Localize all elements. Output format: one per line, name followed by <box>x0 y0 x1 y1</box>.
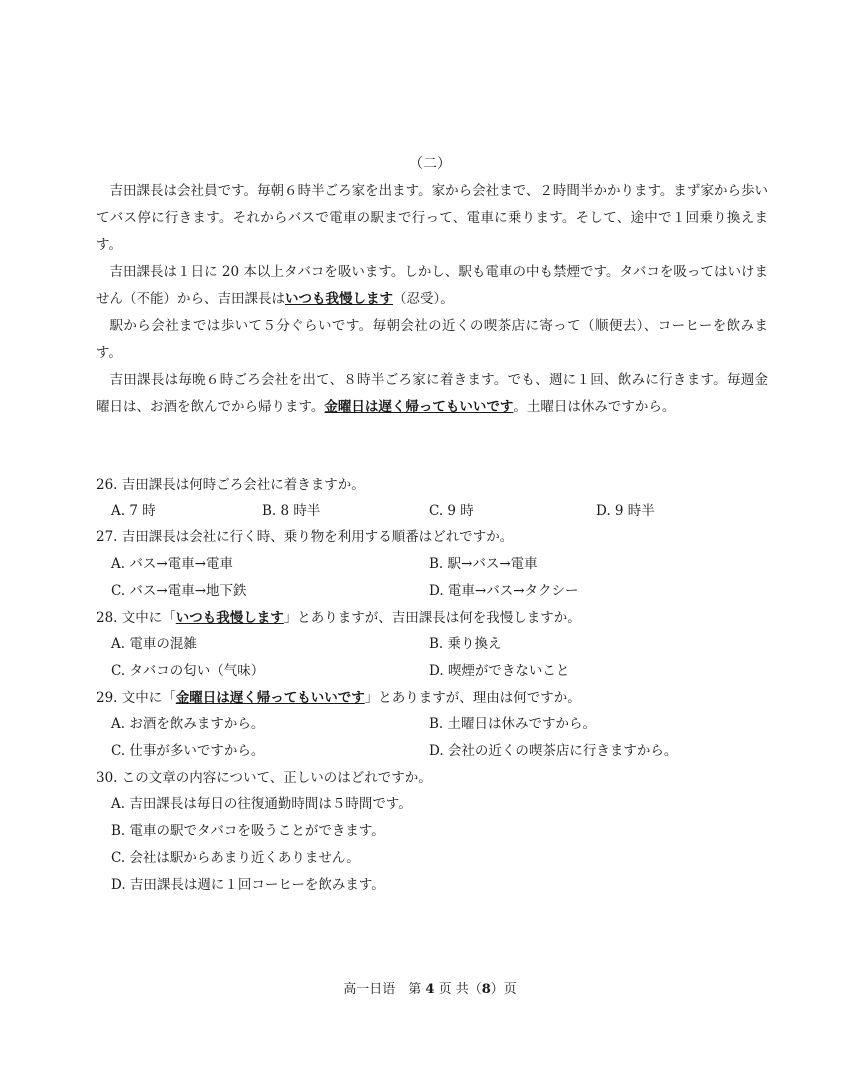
section-title: （二） <box>409 156 451 172</box>
passage-paragraph-3: 駅から会社までは歩いて５分ぐらいです。毎朝会社の近くの喫茶店に寄って（顺便去）、コーヒーを飲みます。 <box>96 318 768 361</box>
passage-paragraph-2 <box>96 259 768 313</box>
question-30-option-b[interactable]: B. 電車の駅でタバコを吸うことができます。 <box>111 823 385 839</box>
underlined-phrase: いつも我慢します <box>175 610 284 626</box>
question-29-option-c[interactable]: C. 仕事が多いですから。 <box>111 743 265 759</box>
question-26-stem: 26. 吉田課長は何時ごろ会社に着きますか。 <box>96 477 365 493</box>
question-text: 」とありますが、理由は何ですか。 <box>364 690 581 706</box>
footer-middle: 页 共（ <box>438 982 482 997</box>
question-text: 28. 文中に「 <box>96 610 176 626</box>
question-27-option-d[interactable]: D. 電車→バス→タクシー <box>429 583 579 599</box>
question-29-option-b[interactable]: B. 土曜日は休みですから。 <box>429 716 597 732</box>
question-text: 」とありますが、吉田課長は何を我慢しますか。 <box>283 610 581 626</box>
question-27-option-b[interactable]: B. 駅→バス→電車 <box>429 556 538 572</box>
reading-passage <box>96 178 768 421</box>
question-28-option-a[interactable]: A. 電車の混雑 <box>111 636 197 652</box>
question-28-stem <box>96 605 581 631</box>
question-text: 29. 文中に「 <box>96 690 176 706</box>
question-29-option-a[interactable]: A. お酒を飲みますから。 <box>111 716 265 732</box>
question-26-option-c[interactable]: C. 9 時 <box>429 503 474 519</box>
question-29-option-d[interactable]: D. 会社の近くの喫茶店に行きますから。 <box>429 743 678 759</box>
passage-paragraph-4 <box>96 367 768 421</box>
underlined-phrase: 金曜日は遅く帰ってもいいです <box>175 690 365 706</box>
question-27-option-a[interactable]: A. バス→電車→電車 <box>111 556 233 572</box>
page-footer <box>0 978 860 997</box>
question-29-stem <box>96 685 581 711</box>
question-26-option-a[interactable]: A. 7 時 <box>111 503 156 519</box>
question-30-option-a[interactable]: A. 吉田課長は毎日の往復通勤時間は５時間です。 <box>111 796 412 812</box>
question-26-option-d[interactable]: D. 9 時半 <box>596 503 655 519</box>
passage-text: 。土曜日は休みですから。 <box>513 399 676 415</box>
question-30-stem: 30. この文章の内容について、正しいのはどれですか。 <box>96 770 432 786</box>
passage-text: 吉田課長は毎晩６時ごろ会社を出て、８時半ごろ家に着きます。でも、週に１回、飲みに行きます。毎週金曜日は、お酒を飲んでから帰ります。 <box>96 372 768 415</box>
footer-prefix: 高一日语 第 <box>343 982 422 997</box>
underlined-phrase: いつも我慢します <box>285 291 393 307</box>
question-30-option-c[interactable]: C. 会社は駅からあまり近くありません。 <box>111 850 360 866</box>
footer-total-pages: 8 <box>481 982 491 997</box>
question-26-option-b[interactable]: B. 8 時半 <box>262 503 321 519</box>
question-30-option-d[interactable]: D. 吉田課長は週に１回コーヒーを飲みます。 <box>111 877 385 893</box>
question-28-option-c[interactable]: C. タバコの匂い（气味） <box>111 663 265 679</box>
question-28-option-b[interactable]: B. 乗り換え <box>429 636 502 652</box>
question-27-option-c[interactable]: C. バス→電車→地下鉄 <box>111 583 247 599</box>
passage-paragraph-1: 吉田課長は会社員です。毎朝６時半ごろ家を出ます。家から会社まで、２時間半かかります。まず家から歩いてバス停に行きます。それからバスで電車の駅まで行って、電車に乗ります。そして、途中で１回乗り換えます。 <box>96 183 768 253</box>
passage-text: （忍受）。 <box>393 291 454 307</box>
question-27-stem: 27. 吉田課長は会社に行く時、乗り物を利用する順番はどれですか。 <box>96 529 514 545</box>
question-28-option-d[interactable]: D. 喫煙ができないこと <box>429 663 570 679</box>
footer-page-number: 4 <box>425 982 435 997</box>
underlined-phrase: 金曜日は遅く帰ってもいいです <box>324 399 514 415</box>
passage-text: 吉田課長は１日に 20 本以上タバコを吸います。しかし、駅も電車の中も禁煙です。タバコを吸ってはいけません（不能）から、吉田課長は <box>96 264 768 307</box>
footer-suffix: ）页 <box>490 982 517 997</box>
